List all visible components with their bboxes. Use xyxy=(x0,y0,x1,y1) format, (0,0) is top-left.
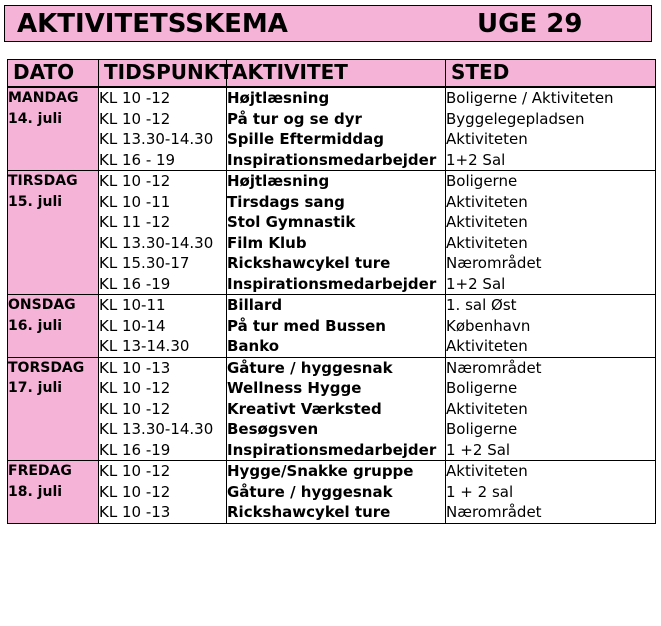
day-date: 15. juli xyxy=(8,193,63,210)
place-entry: Nærområdet xyxy=(446,254,542,272)
schedule-header xyxy=(4,5,652,42)
activity-entry: Stol Gymnastik xyxy=(227,213,356,231)
column-header-date: DATO xyxy=(8,60,99,88)
activity-entry: På tur med Bussen xyxy=(227,316,386,335)
activity-cell xyxy=(227,461,446,524)
activity-entry: Rickshawcykel ture xyxy=(227,254,391,272)
place-cell xyxy=(446,295,656,358)
time-cell xyxy=(99,357,227,461)
activity-entry: Billard xyxy=(227,296,283,314)
day-row xyxy=(8,87,656,171)
activity-entry: Rickshawcykel ture xyxy=(227,503,391,521)
time-entry: KL 10 -13 xyxy=(99,358,171,377)
place-entry: Nærområdet xyxy=(446,503,542,521)
place-entry: Aktiviteten xyxy=(446,399,528,418)
place-cell xyxy=(446,171,656,295)
activity-entry: Gåture / hyggesnak xyxy=(227,482,393,501)
place-entry: Aktiviteten xyxy=(446,130,528,148)
place-entry: Aktiviteten xyxy=(446,462,528,480)
activity-entry: Wellness Hygge xyxy=(227,379,362,397)
time-entry: KL 10 -12 xyxy=(99,399,171,418)
time-entry: KL 13.30-14.30 xyxy=(99,130,214,148)
day-date-cell xyxy=(8,171,99,295)
column-header-activity: AKTIVITET xyxy=(227,60,446,88)
activity-entry: Hygge/Snakke gruppe xyxy=(227,462,414,480)
time-entry: KL 10 -13 xyxy=(99,503,171,521)
time-entry: KL 16 -19 xyxy=(99,440,171,459)
day-date: 18. juli xyxy=(8,483,63,500)
place-cell xyxy=(446,357,656,461)
time-entry: KL 10 -12 xyxy=(99,172,171,190)
activity-cell xyxy=(227,87,446,171)
activity-entry: Banko xyxy=(227,337,280,355)
time-cell xyxy=(99,87,227,171)
time-cell xyxy=(99,461,227,524)
place-entry: 1. sal Øst xyxy=(446,296,517,314)
day-name: MANDAG xyxy=(8,90,79,106)
time-entry: KL 10 -11 xyxy=(99,192,171,211)
time-entry: KL 10-11 xyxy=(99,296,166,314)
schedule-title: AKTIVITETSSKEMA xyxy=(17,9,288,39)
activity-cell xyxy=(227,171,446,295)
time-entry: KL 15.30-17 xyxy=(99,254,190,272)
activity-entry: Spille Eftermiddag xyxy=(227,130,384,148)
activity-cell xyxy=(227,295,446,358)
place-entry: Aktiviteten xyxy=(446,192,528,211)
place-entry: Boligerne xyxy=(446,420,518,438)
schedule-body xyxy=(8,87,656,523)
time-entry: KL 10 -12 xyxy=(99,89,171,107)
schedule-table xyxy=(7,59,656,524)
activity-entry: Film Klub xyxy=(227,233,307,252)
place-cell xyxy=(446,87,656,171)
place-entry: Boligerne xyxy=(446,172,518,190)
day-row xyxy=(8,171,656,295)
day-name: TIRSDAG xyxy=(8,173,78,189)
time-entry: KL 10 -12 xyxy=(99,109,171,128)
activity-entry: Gåture / hyggesnak xyxy=(227,358,393,377)
day-date-cell xyxy=(8,295,99,358)
place-entry: Boligerne xyxy=(446,379,518,397)
day-row xyxy=(8,357,656,461)
time-entry: KL 16 -19 xyxy=(99,274,171,293)
day-date-cell xyxy=(8,461,99,524)
day-date: 17. juli xyxy=(8,380,63,396)
activity-entry: Højtlæsning xyxy=(227,172,330,190)
time-entry: KL 10-14 xyxy=(99,316,166,335)
place-entry: 1+2 Sal xyxy=(446,150,506,169)
activity-cell xyxy=(227,357,446,461)
day-name: ONSDAG xyxy=(8,297,76,313)
day-row xyxy=(8,461,656,524)
time-entry: KL 10 -12 xyxy=(99,462,171,480)
activity-entry: Inspirationsmedarbejder xyxy=(227,150,437,169)
week-label: UGE 29 xyxy=(477,9,583,39)
day-date-cell xyxy=(8,87,99,171)
time-cell xyxy=(99,295,227,358)
time-entry: KL 10 -12 xyxy=(99,379,171,397)
place-entry: 1 +2 Sal xyxy=(446,440,511,459)
place-entry: Aktiviteten xyxy=(446,213,528,231)
place-entry: 1+2 Sal xyxy=(446,274,506,293)
time-cell xyxy=(99,171,227,295)
place-entry: København xyxy=(446,316,531,335)
day-name: FREDAG xyxy=(8,463,72,479)
day-date: 16. juli xyxy=(8,317,63,334)
column-header-place: STED xyxy=(446,60,656,88)
time-entry: KL 13.30-14.30 xyxy=(99,420,214,438)
place-entry: Nærområdet xyxy=(446,358,542,377)
place-entry: Aktiviteten xyxy=(446,233,528,252)
column-header-time: TIDSPUNKT xyxy=(99,60,227,88)
header-row xyxy=(8,60,656,88)
activity-entry: På tur og se dyr xyxy=(227,109,362,128)
place-cell xyxy=(446,461,656,524)
activity-entry: Kreativt Værksted xyxy=(227,399,382,418)
day-date-cell xyxy=(8,357,99,461)
activity-entry: Tirsdags sang xyxy=(227,192,345,211)
place-entry: Boligerne / Aktiviteten xyxy=(446,89,614,107)
time-entry: KL 11 -12 xyxy=(99,213,171,231)
place-entry: 1 + 2 sal xyxy=(446,482,514,501)
day-row xyxy=(8,295,656,358)
day-date: 14. juli xyxy=(8,110,63,127)
activity-entry: Højtlæsning xyxy=(227,89,330,107)
time-entry: KL 16 - 19 xyxy=(99,150,176,169)
place-entry: Byggelegepladsen xyxy=(446,109,585,128)
activity-entry: Inspirationsmedarbejder xyxy=(227,274,437,293)
time-entry: KL 13-14.30 xyxy=(99,337,190,355)
time-entry: KL 13.30-14.30 xyxy=(99,233,214,252)
time-entry: KL 10 -12 xyxy=(99,482,171,501)
place-entry: Aktiviteten xyxy=(446,337,528,355)
activity-entry: Besøgsven xyxy=(227,420,319,438)
day-name: TORSDAG xyxy=(8,359,85,376)
activity-entry: Inspirationsmedarbejder xyxy=(227,440,437,459)
